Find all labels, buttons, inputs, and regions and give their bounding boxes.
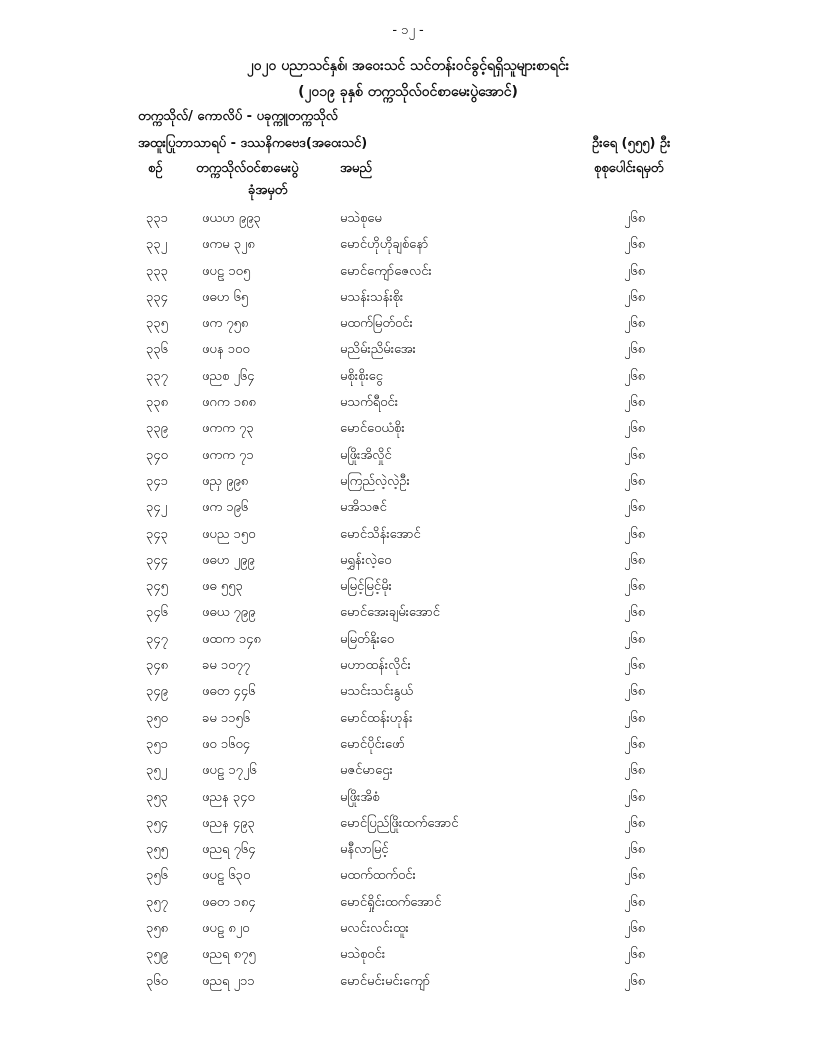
row-number: ၃၃၈	[146, 395, 169, 411]
total-score: ၂၆၈	[624, 579, 646, 595]
table-row	[0, 916, 816, 942]
student-name: မောင်ဝေယံစိုး	[340, 421, 405, 437]
total-score: ၂၆၈	[624, 316, 646, 332]
table-row	[0, 863, 816, 889]
student-name: မောင်သိန်းအောင်	[340, 526, 421, 542]
table-row	[0, 469, 816, 495]
student-name: မဟာထန်းလိုင်း	[340, 658, 411, 674]
row-number: ၃၃၉	[146, 421, 168, 437]
header-name: အမည်	[340, 161, 372, 176]
roll-number: ဖညရ ၇၆၄	[202, 842, 256, 858]
row-number: ၃၅၈	[146, 921, 169, 937]
total-score: ၂၆၈	[624, 368, 646, 384]
student-name: မောင်ပြည်ဖြိုးထက်အောင်	[340, 815, 459, 831]
total-score: ၂၆၈	[624, 973, 646, 989]
roll-number: ဖညန ၄၉၃	[202, 815, 255, 831]
table-row	[0, 890, 816, 916]
total-score: ၂၆၈	[624, 710, 646, 726]
roll-number: ဖဂက ၁၈၈	[202, 395, 256, 411]
roll-number: ဖကက ၇၃	[202, 421, 254, 437]
student-name: မသန်းသန်းစိုး	[340, 289, 404, 305]
roll-number: ခမ ၁၁၅၆	[202, 710, 251, 726]
roll-number: ဖပဠ ၆၃၀	[202, 868, 251, 884]
row-number: ၃၃၂	[146, 237, 168, 253]
row-number: ၃၅၂	[146, 763, 168, 779]
table-row	[0, 758, 816, 784]
row-number: ၃၆၀	[146, 973, 168, 989]
roll-number: ဖပည ၁၅၀	[202, 526, 256, 542]
header-roll-number: တက္ကသိုလ်ဝင်စာမေးပွဲ	[196, 161, 299, 176]
result-list	[0, 206, 816, 995]
total-score: ၂၆၈	[624, 894, 646, 910]
table-row	[0, 495, 816, 521]
student-name: မညိမ်းညိမ်းအေး	[340, 342, 416, 358]
table-row	[0, 364, 816, 390]
roll-number: ဖညန ၃၄၀	[202, 789, 255, 805]
total-score: ၂၆၈	[624, 921, 646, 937]
row-number: ၃၄၉	[146, 684, 168, 700]
university-line: တက္ကသိုလ်/ ကောလိပ် - ပခုက္ကူတက္ကသိုလ်	[138, 109, 338, 124]
table-row	[0, 811, 816, 837]
roll-number: ဖဓဟ ၂၉၉	[202, 552, 255, 568]
row-number: ၃၄၄	[146, 552, 168, 568]
student-name: မောင်ကျော်ဇေလင်း	[340, 263, 432, 279]
row-number: ၃၃၄	[146, 289, 168, 305]
table-row	[0, 416, 816, 442]
student-name: မောင်ရှိုင်းထက်အောင်	[340, 894, 442, 910]
student-name: မောင်ဟိုဟိုချစ်နော်	[340, 237, 429, 253]
header-roll-number-line2: ခုံအမှတ်	[248, 183, 288, 198]
total-score: ၂၆၈	[624, 763, 646, 779]
row-number: ၃၃၁	[146, 211, 168, 226]
student-name: မောင်ပိုင်းဖော်	[340, 736, 405, 752]
table-row	[0, 732, 816, 758]
row-number: ၃၄၁	[146, 473, 168, 489]
student-name: မဖြိုးအိလှိုင်	[340, 447, 392, 463]
roll-number: ဖဓယ ၇၉၉	[202, 605, 256, 621]
row-number: ၃၄၀	[146, 447, 168, 463]
table-row	[0, 785, 816, 811]
document-title: ၂၀၂၀ ပညာသင်နှစ်၊ အဝေးသင် သင်တန်းဝင်ခွင့်ရရှိသူများစာရင်း	[246, 58, 570, 74]
roll-number: ဖဓတ ၄၄၆	[202, 684, 256, 700]
roll-number: ဖယဟ ၉၉၃	[202, 211, 261, 226]
student-name: မသင်းသင်းနွယ်	[340, 684, 413, 700]
table-row	[0, 679, 816, 705]
student-name: မောင်ထန်းဟုန်း	[340, 710, 413, 726]
row-number: ၃၃၅	[146, 316, 168, 332]
roll-number: ဖဓဟ ၆၅	[202, 289, 249, 305]
student-name: မလင်းလင်းထူး	[340, 921, 409, 937]
roll-number: ဖက ၁၉၆	[202, 500, 249, 516]
total-score: ၂၆၈	[624, 815, 646, 831]
total-score: ၂၆၈	[624, 211, 646, 226]
student-name: မစိုးစိုးငွေ	[340, 368, 383, 384]
student-name: မဖြိုးအိစံ	[340, 789, 380, 805]
document-subtitle: (၂၀၁၉ ခုနှစ် တက္ကသိုလ်ဝင်စာမေးပွဲအောင်)	[298, 84, 518, 100]
total-score: ၂၆၈	[624, 473, 646, 489]
table-row	[0, 337, 816, 363]
page-number: - ၁၂ -	[392, 23, 424, 38]
table-row	[0, 522, 816, 548]
student-name: မဇင်မာဌေး	[340, 763, 393, 779]
roll-number: ဖညရ ၈၇၅	[202, 947, 256, 963]
table-row	[0, 259, 816, 285]
roll-number: ဖဓ ၅၅၃	[202, 579, 243, 595]
student-name: မောင်အေးချမ်းအောင်	[340, 605, 440, 621]
total-score: ၂၆၈	[624, 605, 646, 621]
header-score: စုစုပေါင်းရမှတ်	[594, 161, 664, 176]
student-name: မမြတ်နိုးဝေ	[340, 631, 395, 647]
student-name: မသဲစုမေ	[340, 211, 382, 226]
total-score: ၂၆၈	[624, 789, 646, 805]
total-score: ၂၆၈	[624, 526, 646, 542]
table-row	[0, 443, 816, 469]
student-name: မနီလာမြင့်	[340, 842, 389, 858]
student-name: မထက်မြတ်ဝင်း	[340, 316, 413, 332]
table-row	[0, 206, 816, 232]
table-row	[0, 548, 816, 574]
table-row	[0, 653, 816, 679]
row-number: ၃၃၇	[146, 368, 168, 384]
row-number: ၃၄၅	[146, 579, 168, 595]
total-score: ၂၆၈	[624, 658, 646, 674]
student-name: မရွှန်းလဲ့ဝေ	[340, 552, 392, 568]
roll-number: ဖပန ၁၀၀	[202, 342, 250, 358]
row-number: ၃၄၈	[146, 658, 169, 674]
row-number: ၃၃၃	[146, 263, 168, 279]
total-score: ၂၆၈	[624, 289, 646, 305]
student-name: မသက်ရီဝင်း	[340, 395, 398, 411]
row-number: ၃၃၆	[146, 342, 168, 358]
roll-number: ဖပဠ ၁၀၅	[202, 263, 251, 279]
roll-number: ဖပဠ ၁၇၂၆	[202, 763, 257, 779]
total-score: ၂၆၈	[624, 447, 646, 463]
student-name: မမြင့်မြင့်မိုး	[340, 579, 392, 595]
row-number: ၃၄၆	[146, 605, 168, 621]
total-score: ၂၆၈	[624, 868, 646, 884]
total-score: ၂၆၈	[624, 395, 646, 411]
student-name: မအိသဇင်	[340, 500, 387, 516]
roll-number: ခမ ၁၀၇၇	[202, 658, 251, 674]
row-number: ၃၅၀	[146, 710, 168, 726]
total-count: ဦးရေ (၅၅၅) ဦး	[592, 136, 671, 151]
roll-number: ဖထက ၁၄၈	[202, 631, 261, 647]
student-name: မောင်မင်းမင်းကျော်	[340, 973, 431, 989]
table-row	[0, 969, 816, 995]
total-score: ၂၆၈	[624, 237, 646, 253]
header-no: စဉ်	[148, 161, 163, 176]
roll-number: ဖညှ ၉၉၈	[202, 473, 249, 489]
row-number: ၃၅၁	[146, 736, 168, 752]
total-score: ၂၆၈	[624, 842, 646, 858]
table-row	[0, 390, 816, 416]
major-line: အထူးပြုဘာသာရပ် - ဒဿနိကဗေဒ(အဝေးသင်)	[138, 136, 368, 151]
row-number: ၃၄၂	[146, 500, 168, 516]
total-score: ၂၆၈	[624, 263, 646, 279]
student-name: မကြည်လဲ့လဲ့ဦး	[340, 473, 410, 489]
table-row	[0, 285, 816, 311]
total-score: ၂၆၈	[624, 684, 646, 700]
student-name: မထက်ထက်ဝင်း	[340, 868, 416, 884]
table-row	[0, 574, 816, 600]
total-score: ၂၆၈	[624, 736, 646, 752]
roll-number: ဖကမ ၃၂၈	[202, 237, 255, 253]
roll-number: ဖကက ၇၁	[202, 447, 254, 463]
row-number: ၃၄၃	[146, 526, 168, 542]
roll-number: ဖညစ ၂၆၄	[202, 368, 255, 384]
row-number: ၃၅၆	[146, 868, 168, 884]
table-row	[0, 600, 816, 626]
table-row	[0, 706, 816, 732]
row-number: ၃၄၇	[146, 631, 168, 647]
row-number: ၃၅၅	[146, 842, 168, 858]
total-score: ၂၆၈	[624, 631, 646, 647]
table-row	[0, 627, 816, 653]
row-number: ၃၅၉	[146, 947, 168, 963]
roll-number: ဖဓတ ၁၈၄	[202, 894, 256, 910]
total-score: ၂၆၈	[624, 947, 646, 963]
total-score: ၂၆၈	[624, 421, 646, 437]
row-number: ၃၅၃	[146, 789, 168, 805]
table-row	[0, 837, 816, 863]
total-score: ၂၆၈	[624, 500, 646, 516]
table-row	[0, 311, 816, 337]
roll-number: ဖပဠ ၈၂၀	[202, 921, 250, 937]
total-score: ၂၆၈	[624, 342, 646, 358]
row-number: ၃၅၇	[146, 894, 168, 910]
table-row	[0, 232, 816, 258]
row-number: ၃၅၄	[146, 815, 168, 831]
total-score: ၂၆၈	[624, 552, 646, 568]
table-row	[0, 942, 816, 968]
roll-number: ဖညရ ၂၁၁	[202, 973, 255, 989]
roll-number: ဖက ၇၅၈	[202, 316, 249, 332]
student-name: မသဲစုဝင်း	[340, 947, 386, 963]
roll-number: ဖဝ ၁၆၀၄	[202, 736, 251, 752]
